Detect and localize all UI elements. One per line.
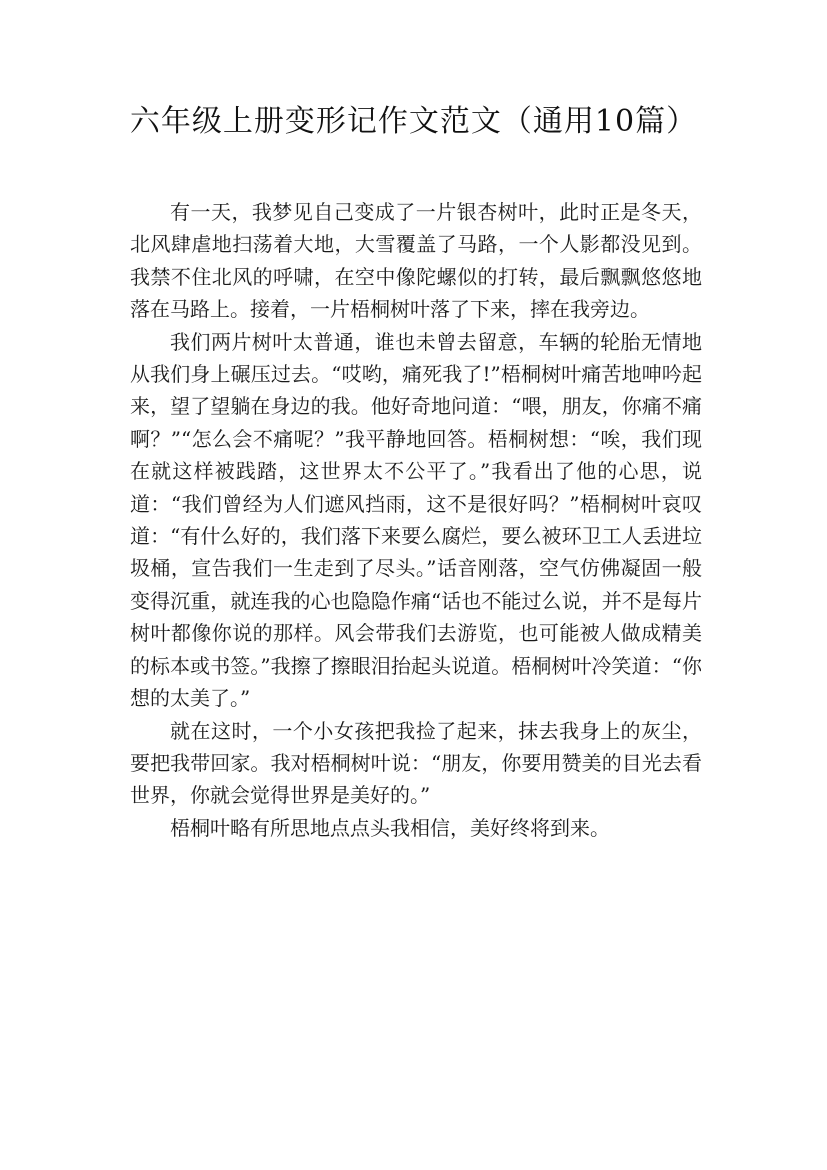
paragraph-4: 梧桐叶略有所思地点点头我相信，美好终将到来。 (170, 815, 610, 840)
paragraph-3: 就在这时，一个小女孩把我捡了起来，抹去我身上的灰尘，要把我带回家。我对梧桐树叶说：“朋友，你要用赞美的目光去看世界，你就会觉得世界是美好的。” (130, 718, 702, 808)
paragraph-2: 我们两片树叶太普通，谁也未曾去留意，车辆的轮胎无情地从我们身上碾压过去。“哎哟，痛死我了!”梧桐树叶痛苦地呻吟起来，望了望躺在身边的我。他好奇地问道：“喂，朋友，你痛不痛啊？”“怎么会不痛呢？”我平静地回答。梧桐树想：“唉，我们现在就这样被践踏，这世界太不公平了。”我看出了他的心思，说道：“我们曾经为人们遮风挡雨，这不是很好吗？”梧桐树叶哀叹道：“有什么好的，我们落下来要么腐烂，要么被环卫工人丢进垃圾桶，宣告我们一生走到了尽头。”话音刚落，空气仿佛凝固一般变得沉重，就连我的心也隐隐作痛“话也不能过么说，并不是每片树叶都像你说的那样。风会带我们去游览，也可能被人做成精美的标本或书签。”我擦了擦眼泪抬起头说道。梧桐树叶冷笑道：“你想的太美了。” (130, 329, 702, 711)
document-title: 六年级上册变形记作文范文（通用10篇） (129, 104, 698, 139)
document-body (130, 196, 702, 844)
paragraph-1: 有一天，我梦见自己变成了一片银杏树叶，此时正是冬天，北风肆虐地扫荡着大地，大雪覆盖了马路，一个人影都没见到。我禁不住北风的呼啸，在空中像陀螺似的打转，最后飘飘悠悠地落在马路上。接着，一片梧桐树叶落了下来，摔在我旁边。 (130, 200, 702, 322)
